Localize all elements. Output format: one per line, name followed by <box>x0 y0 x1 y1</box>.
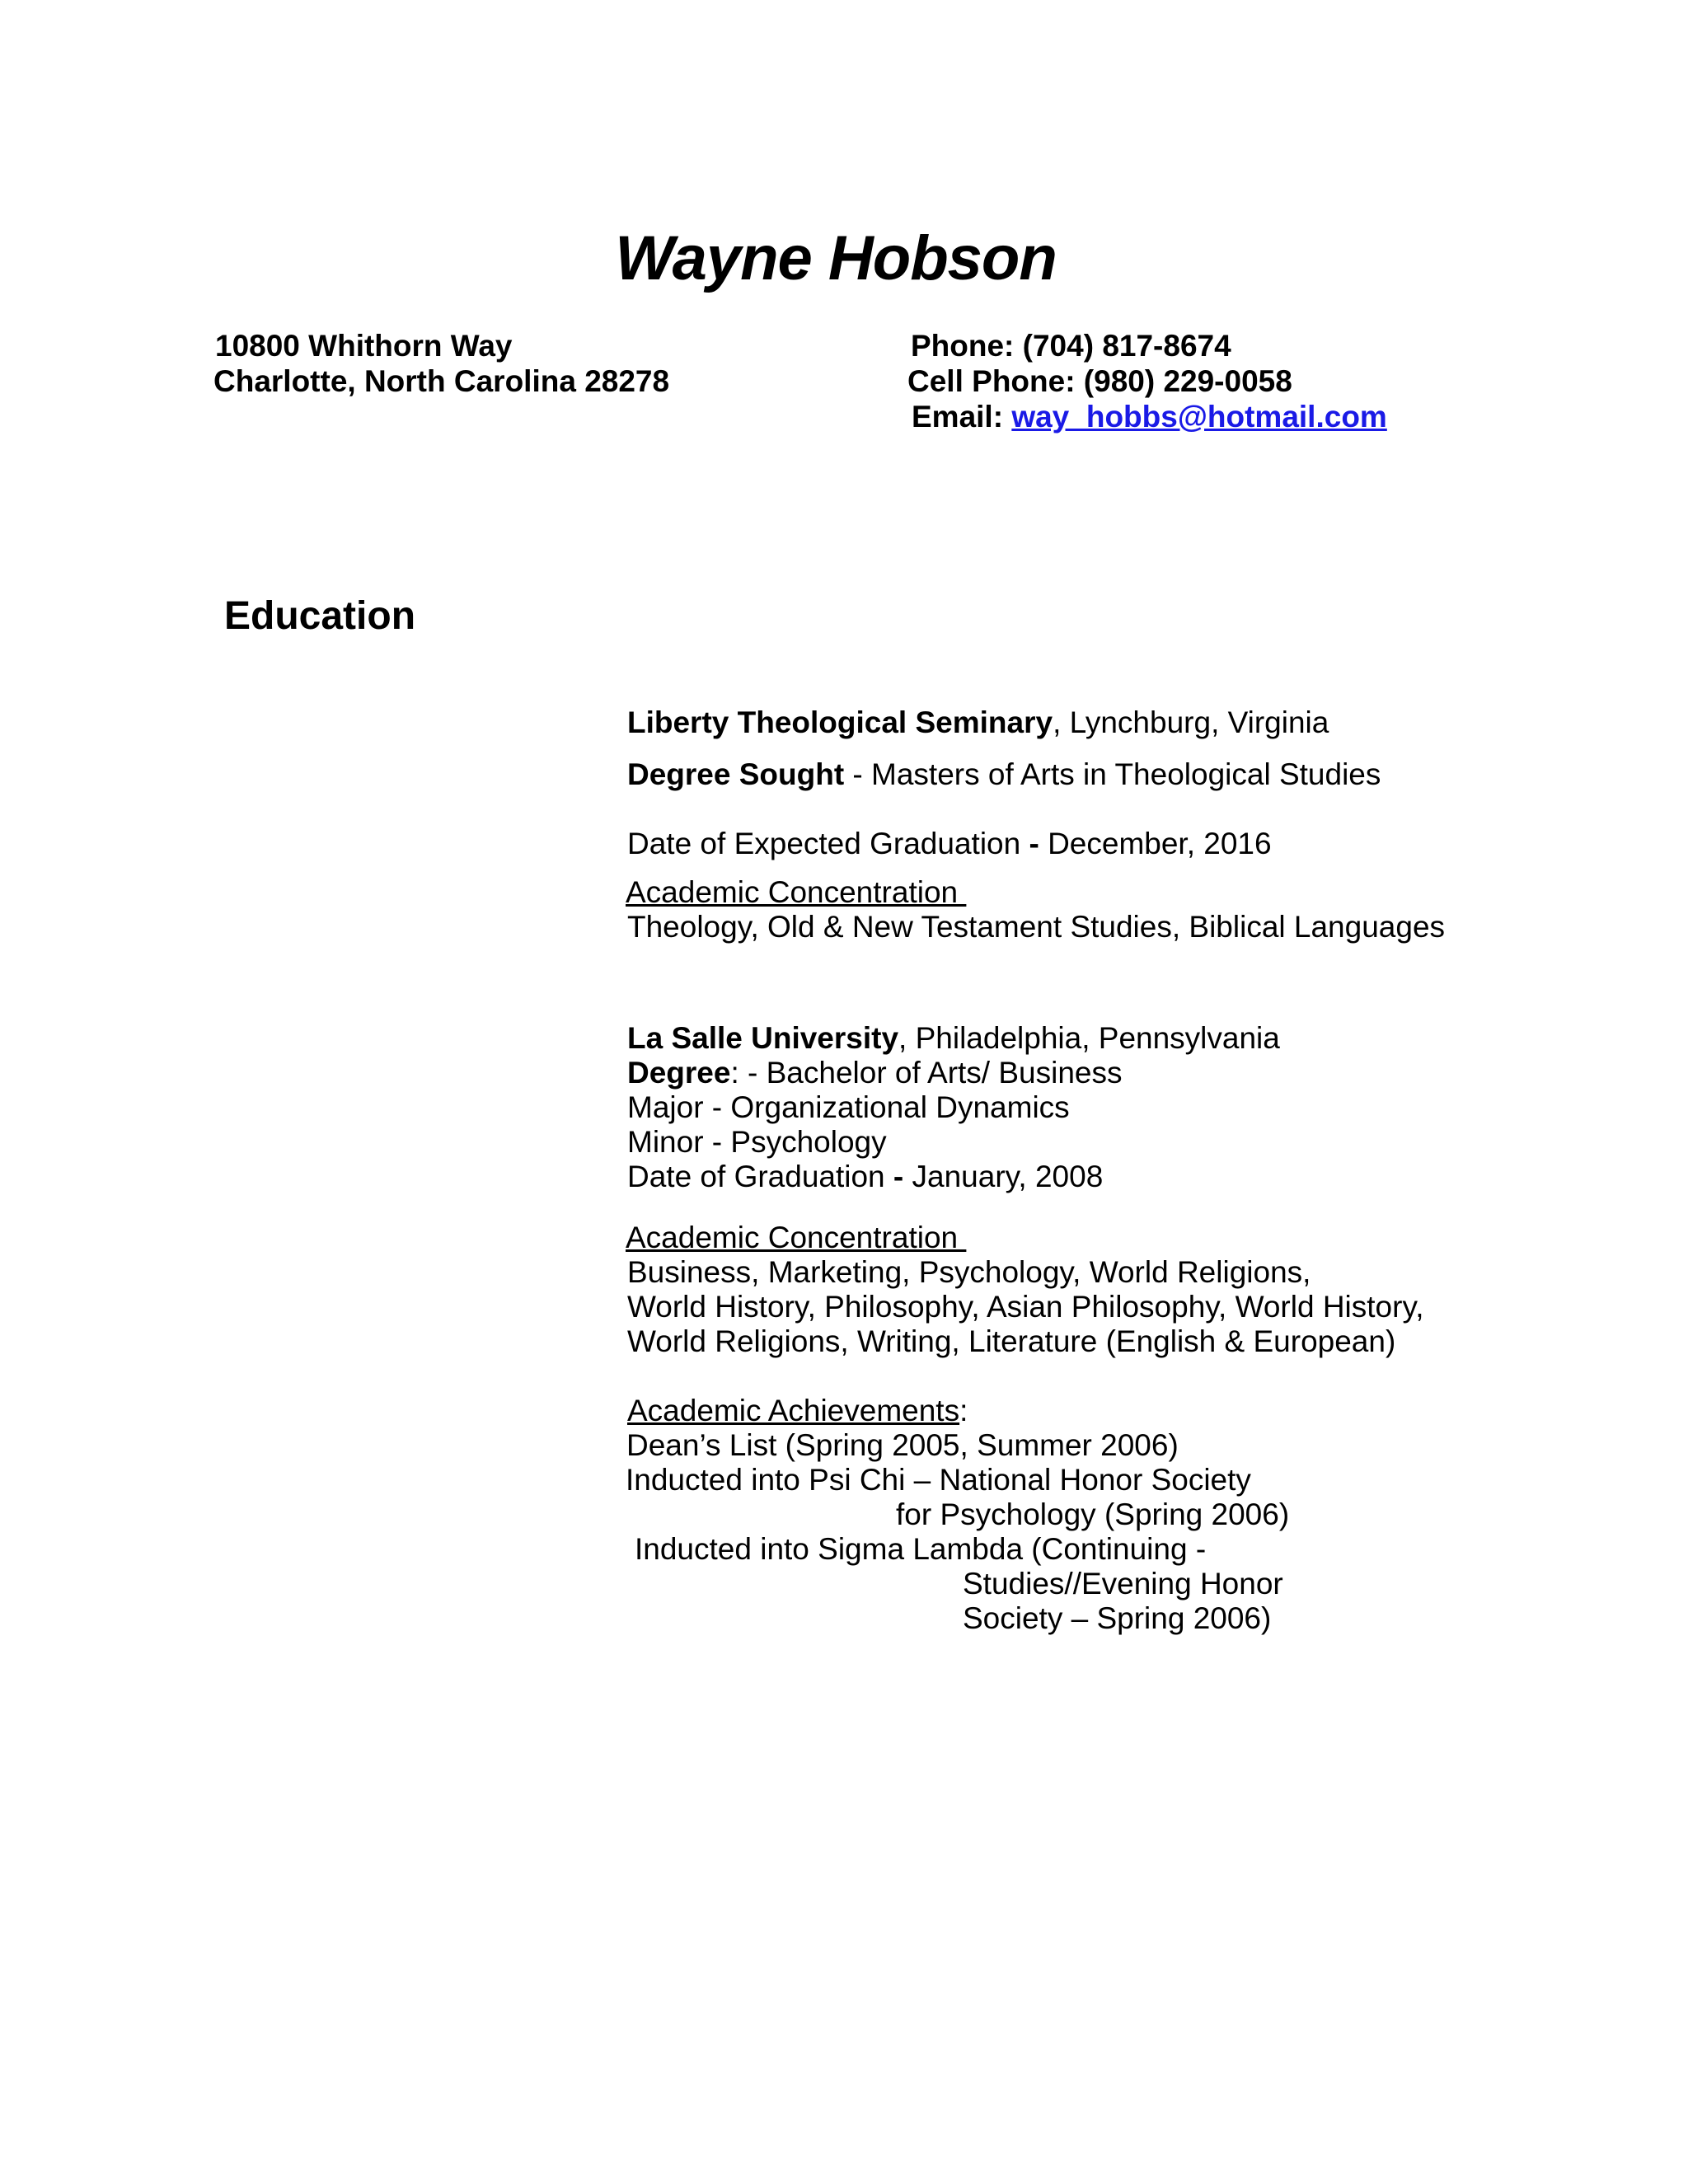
achievement-item-continuation: Studies//Evening Honor <box>963 1567 1283 1601</box>
lasalle-concentration-line-2: World History, Philosophy, Asian Philosophy, World History, <box>627 1290 1424 1324</box>
liberty-degree-line <box>627 757 1381 792</box>
liberty-school-name: Liberty Theological Seminary <box>627 705 1053 739</box>
achievement-item-continuation: Society – Spring 2006) <box>963 1601 1272 1635</box>
lasalle-major: Major - Organizational Dynamics <box>627 1090 1070 1124</box>
achievement-item-continuation: for Psychology (Spring 2006) <box>896 1497 1290 1531</box>
liberty-school-line <box>627 705 1329 740</box>
liberty-degree-value: - Masters of Arts in Theological Studies <box>844 757 1381 791</box>
liberty-graduation-value: December, 2016 <box>1039 827 1272 860</box>
lasalle-degree-line <box>627 1056 1123 1090</box>
address-line-1: 10800 Whithorn Way <box>215 329 513 363</box>
liberty-graduation-dash: - <box>1029 827 1039 860</box>
lasalle-location: , Philadelphia, Pennsylvania <box>898 1021 1280 1055</box>
phone: Phone: (704) 817-8674 <box>911 329 1231 363</box>
address-line-2: Charlotte, North Carolina 28278 <box>213 364 670 398</box>
achievement-item: Inducted into Psi Chi – National Honor Society <box>626 1463 1251 1497</box>
lasalle-school-name: La Salle University <box>627 1021 899 1055</box>
email-line <box>912 399 1387 434</box>
lasalle-concentration-line-1: Business, Marketing, Psychology, World Religions, <box>627 1255 1311 1289</box>
email-link[interactable]: way_hobbs@hotmail.com <box>1011 400 1387 434</box>
lasalle-achievements-heading-line <box>627 1394 968 1428</box>
liberty-concentration-heading: Academic Concentration <box>626 875 967 909</box>
lasalle-concentration-heading: Academic Concentration <box>626 1221 967 1254</box>
email-label: Email: <box>912 400 1012 434</box>
liberty-concentration-text: Theology, Old & New Testament Studies, Biblical Languages <box>627 910 1446 944</box>
lasalle-degree-value: : - Bachelor of Arts/ Business <box>730 1056 1123 1090</box>
lasalle-concentration-line-3: World Religions, Writing, Literature (English & European) <box>627 1324 1396 1358</box>
lasalle-graduation-value: January, 2008 <box>903 1160 1104 1193</box>
liberty-degree-label: Degree Sought <box>627 757 845 791</box>
lasalle-graduation-dash: - <box>893 1160 904 1193</box>
achievement-item: Dean’s List (Spring 2005, Summer 2006) <box>626 1428 1179 1462</box>
liberty-location: , Lynchburg, Virginia <box>1053 705 1329 739</box>
lasalle-graduation-line <box>627 1160 1103 1194</box>
lasalle-school-line <box>627 1021 1280 1056</box>
liberty-graduation-prefix: Date of Expected Graduation <box>627 827 1029 860</box>
liberty-graduation-line <box>627 827 1272 861</box>
lasalle-minor: Minor - Psychology <box>627 1125 887 1159</box>
resume-name: Wayne Hobson <box>615 223 1057 293</box>
lasalle-achievements-colon: : <box>959 1394 968 1427</box>
lasalle-graduation-prefix: Date of Graduation <box>627 1160 893 1193</box>
lasalle-achievements-heading: Academic Achievements <box>627 1394 960 1427</box>
section-heading-education: Education <box>224 594 416 638</box>
lasalle-degree-label: Degree <box>627 1056 731 1090</box>
cell-phone: Cell Phone: (980) 229-0058 <box>907 364 1292 398</box>
achievement-item: Inducted into Sigma Lambda (Continuing - <box>635 1532 1207 1566</box>
